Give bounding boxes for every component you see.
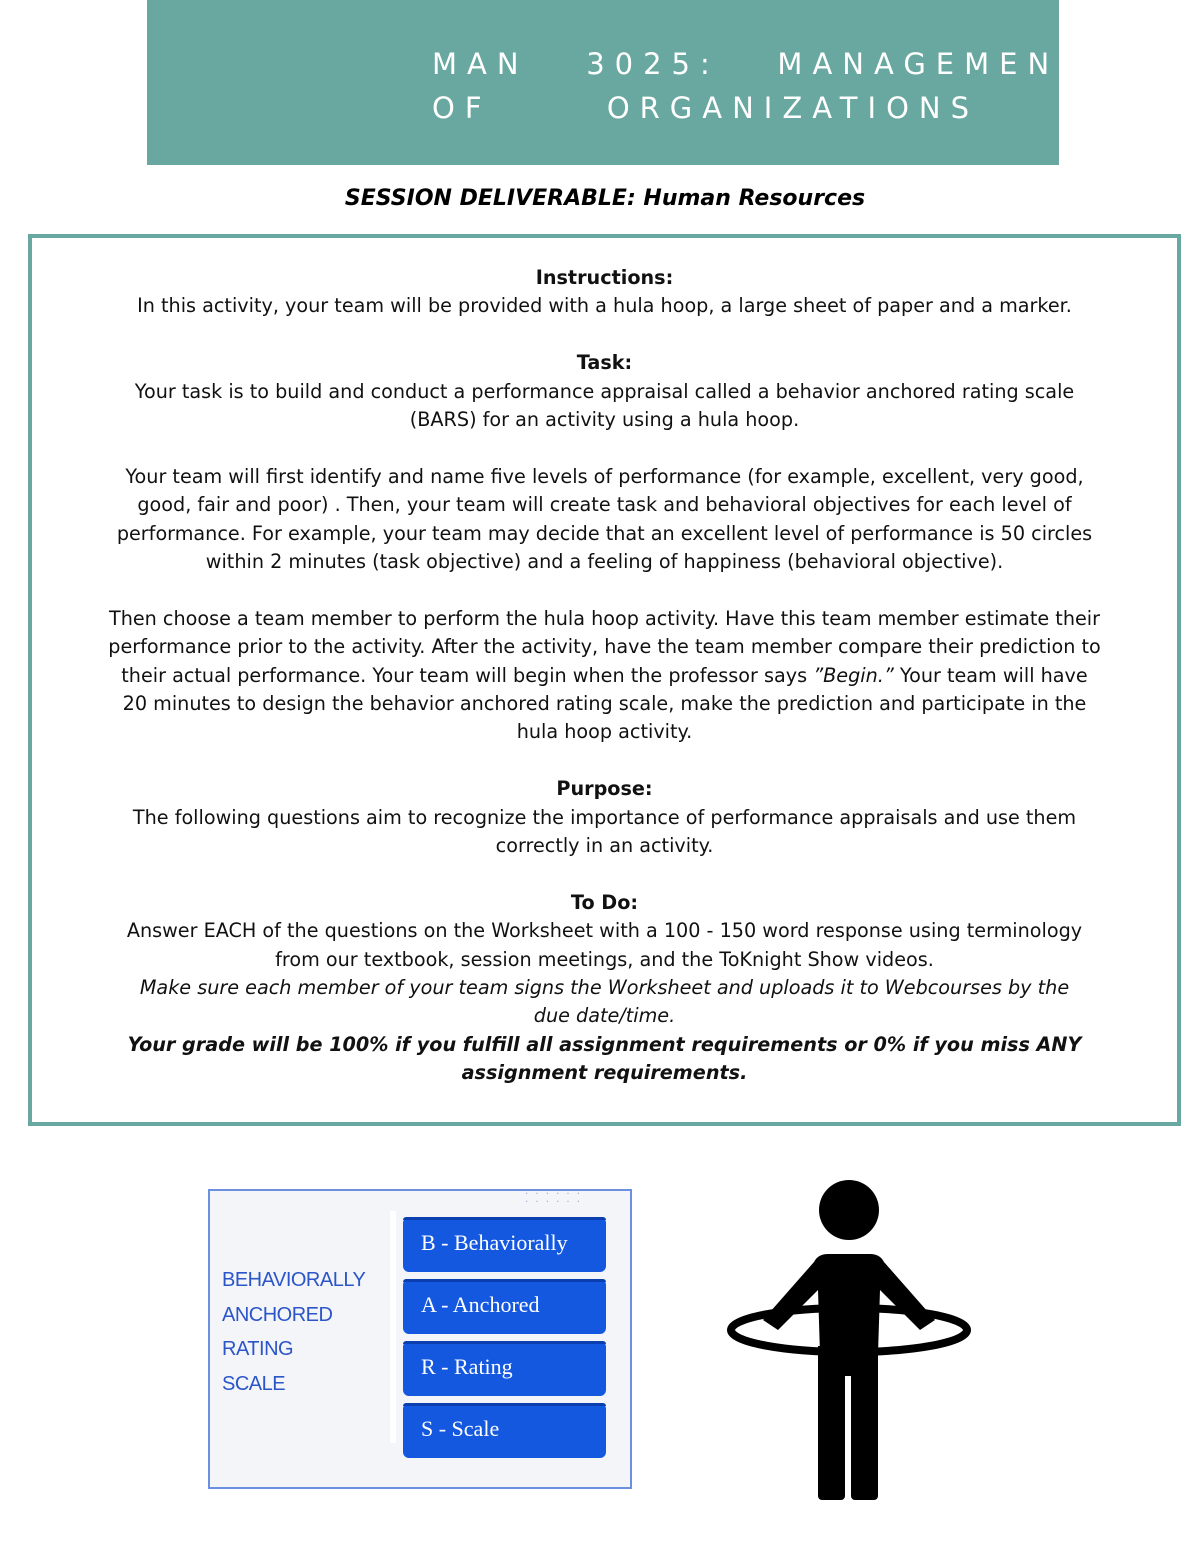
purpose-text-line: The following questions aim to recognize the importance of performance appraisals and use them	[132, 805, 1077, 829]
course-title-banner	[147, 0, 1087, 165]
todo-heading: To Do:	[570, 890, 639, 914]
todo-italic-note: Make sure each member of your team signs the Worksheet and uploads it to Webcourses by the	[139, 976, 1070, 1000]
task-text-line: hula hoop activity.	[516, 720, 693, 744]
dots-decoration: · · · · · · · · · · · ·	[525, 1189, 582, 1208]
begin-quote: ”Begin.”	[813, 663, 894, 687]
instructions-box	[28, 234, 1181, 1126]
bars-item-b: B - Behaviorally	[403, 1217, 606, 1272]
todo-italic-note: due date/time.	[533, 1004, 676, 1028]
bars-word: SCALE	[222, 1372, 286, 1395]
task-text-line: good, fair and poor) . Then, your team will create task and behavioral objectives for each level of	[137, 493, 1072, 517]
bars-item-s: S - Scale	[403, 1403, 606, 1458]
bars-item-r: R - Rating	[403, 1341, 606, 1396]
session-deliverable-title: SESSION DELIVERABLE: Human Resources	[344, 186, 866, 211]
task-text-line: performance. For example, your team may decide that an excellent level of performance is 50 circles	[116, 521, 1093, 545]
task-text-line: within 2 minutes (task objective) and a feeling of happiness (behavioral objective).	[205, 550, 1004, 574]
course-title-line-1: MAN 3025: MANAGEMENT	[432, 47, 1087, 81]
todo-text-line: Answer EACH of the questions on the Worksheet with a 100 - 150 word response using terminology	[126, 919, 1083, 943]
bars-word: ANCHORED	[222, 1303, 333, 1326]
task-text-line: (BARS) for an activity using a hula hoop.	[409, 408, 800, 432]
bars-acronym-graphic	[208, 1189, 632, 1489]
person-with-hula-hoop-icon	[720, 1170, 980, 1510]
task-text-line: Your task is to build and conduct a performance appraisal called a behavior anchored rating scale	[134, 379, 1075, 403]
todo-text-line: from our textbook, session meetings, and the ToKnight Show videos.	[275, 947, 934, 971]
course-title-line-2: OF ORGANIZATIONS	[432, 91, 979, 125]
bars-word: BEHAVIORALLY	[222, 1269, 366, 1291]
bars-full-name	[222, 1263, 365, 1401]
instructions-heading: Instructions:	[535, 266, 674, 289]
task-text-line: 20 minutes to design the behavior anchored rating scale, make the prediction and participate in the	[122, 692, 1087, 716]
purpose-text-line: correctly in an activity.	[495, 834, 714, 858]
grading-note: Your grade will be 100% if you fulfill all assignment requirements or 0% if you miss ANY	[127, 1032, 1082, 1056]
task-text-line: Then choose a team member to perform the hula hoop activity. Have this team member estimate their	[108, 606, 1101, 630]
divider	[390, 1211, 396, 1443]
bars-word: RATING	[222, 1338, 294, 1360]
task-text-line: performance prior to the activity. After the activity, have the team member compare their prediction to	[108, 635, 1101, 659]
task-text-line: Your team will first identify and name five levels of performance (for example, excellent, very good,	[125, 464, 1084, 488]
instructions-text: In this activity, your team will be provided with a hula hoop, a large sheet of paper and a marker.	[137, 294, 1072, 318]
task-text-line: their actual performance. Your team will begin when the professor says ”Begin.” Your team will have	[121, 663, 1088, 687]
task-heading: Task:	[576, 351, 633, 375]
purpose-heading: Purpose:	[556, 777, 653, 801]
bars-item-a: A - Anchored	[403, 1279, 606, 1334]
grading-note: assignment requirements.	[461, 1061, 748, 1085]
